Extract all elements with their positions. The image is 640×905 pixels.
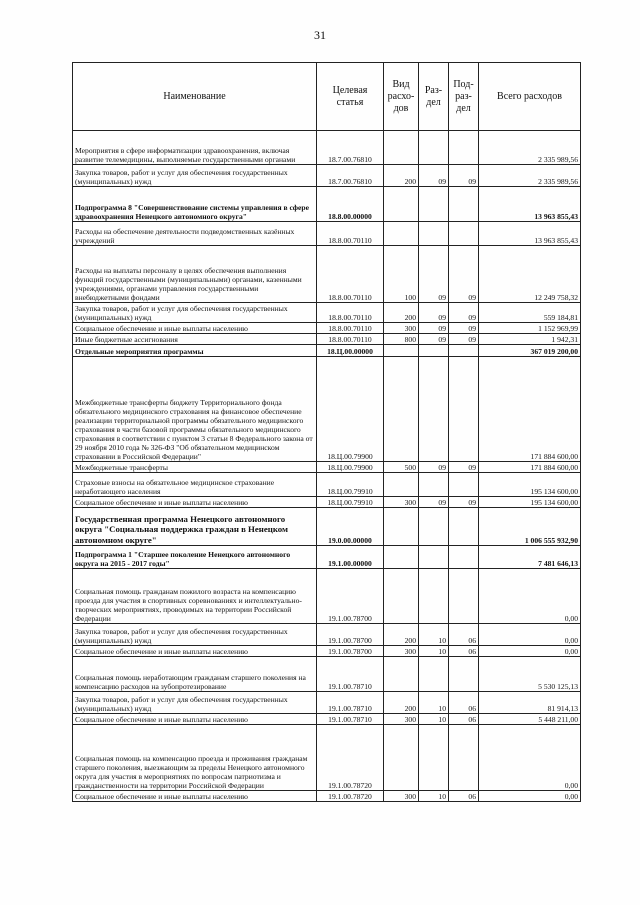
table-row	[73, 714, 581, 725]
table-row	[73, 692, 581, 714]
page-number: 31	[314, 28, 326, 42]
row-kind	[384, 657, 419, 692]
row-subsection: 06	[449, 646, 479, 657]
header-name: Наименование	[73, 63, 317, 131]
row-subsection: 06	[449, 692, 479, 714]
table-row	[73, 334, 581, 345]
row-name: Закупка товаров, работ и услуг для обеспечения государственных (муниципальных) нужд	[73, 692, 317, 714]
row-kind: 100	[384, 246, 419, 303]
row-subsection	[449, 546, 479, 569]
row-code: 18.Ц.00.79900	[317, 462, 384, 473]
table-row	[73, 473, 581, 497]
row-code: 18.7.00.76810	[317, 165, 384, 187]
row-kind	[384, 345, 419, 357]
row-kind	[384, 131, 419, 165]
row-subsection	[449, 187, 479, 222]
header-section: Раз-дел	[419, 63, 449, 131]
row-total: 7 481 646,13	[479, 546, 581, 569]
row-section	[419, 131, 449, 165]
row-total: 5 530 125,13	[479, 657, 581, 692]
row-subsection	[449, 725, 479, 791]
row-code: 18.8.00.70110	[317, 334, 384, 345]
table-row	[73, 569, 581, 624]
row-name: Социальное обеспечение и иные выплаты населению	[73, 497, 317, 508]
row-name: Социальная помощь гражданам пожилого возраста на компенсацию проезда для участия в спортивных соревнованиях и интеллектуально-творческих мероприятиях, проводимых на территории Российской Федерации	[73, 569, 317, 624]
row-name: Закупка товаров, работ и услуг для обеспечения государственных (муниципальных) нужд	[73, 303, 317, 323]
row-total: 2 335 989,56	[479, 131, 581, 165]
row-subsection	[449, 222, 479, 246]
row-section: 09	[419, 303, 449, 323]
row-subsection: 06	[449, 624, 479, 646]
row-total: 1 942,31	[479, 334, 581, 345]
row-code: 18.Ц.00.79910	[317, 497, 384, 508]
row-total: 1 152 969,99	[479, 323, 581, 334]
table-row	[73, 323, 581, 334]
row-kind	[384, 222, 419, 246]
table-row	[73, 791, 581, 802]
row-total: 195 134 600,00	[479, 497, 581, 508]
row-kind: 800	[384, 334, 419, 345]
row-subsection: 09	[449, 334, 479, 345]
row-subsection: 09	[449, 497, 479, 508]
row-name: Страховые взносы на обязательное медицинское страхование неработающего населения	[73, 473, 317, 497]
row-kind	[384, 508, 419, 546]
header-total: Всего расходов	[479, 63, 581, 131]
row-total: 0,00	[479, 569, 581, 624]
table-row	[73, 462, 581, 473]
row-section: 10	[419, 692, 449, 714]
table-row	[73, 657, 581, 692]
row-subsection	[449, 569, 479, 624]
row-name: Социальное обеспечение и иные выплаты населению	[73, 323, 317, 334]
row-kind: 300	[384, 497, 419, 508]
row-name: Закупка товаров, работ и услуг для обеспечения государственных (муниципальных) нужд	[73, 624, 317, 646]
table-row	[73, 624, 581, 646]
budget-table	[72, 62, 581, 802]
row-section: 09	[419, 497, 449, 508]
row-code: 19.0.00.00000	[317, 508, 384, 546]
row-total: 12 249 758,32	[479, 246, 581, 303]
header-target: Целевая статья	[317, 63, 384, 131]
row-total: 0,00	[479, 646, 581, 657]
table-row	[73, 246, 581, 303]
row-kind: 300	[384, 714, 419, 725]
row-subsection	[449, 473, 479, 497]
row-code: 19.1.00.78710	[317, 692, 384, 714]
row-total: 5 448 211,00	[479, 714, 581, 725]
row-subsection: 09	[449, 462, 479, 473]
row-kind: 500	[384, 462, 419, 473]
table-row	[73, 187, 581, 222]
row-code: 18.Ц.00.79910	[317, 473, 384, 497]
row-total: 0,00	[479, 725, 581, 791]
table-row	[73, 646, 581, 657]
row-name: Расходы на выплаты персоналу в целях обеспечения выполнения функций государственными (муниципальными) органами, казенными учреждениями, органами управления государственными внебюджетными фондами	[73, 246, 317, 303]
row-section: 09	[419, 323, 449, 334]
row-section	[419, 508, 449, 546]
row-code: 19.1.00.78700	[317, 624, 384, 646]
row-name: Социальная помощь неработающим гражданам старшего поколения на компенсацию расходов на зубопротезирование	[73, 657, 317, 692]
row-total: 195 134 600,00	[479, 473, 581, 497]
row-subsection: 06	[449, 714, 479, 725]
row-subsection: 09	[449, 165, 479, 187]
row-subsection: 06	[449, 791, 479, 802]
row-subsection	[449, 508, 479, 546]
row-total: 0,00	[479, 624, 581, 646]
row-kind	[384, 357, 419, 462]
row-subsection: 09	[449, 303, 479, 323]
row-kind: 200	[384, 692, 419, 714]
row-kind: 300	[384, 646, 419, 657]
row-total: 13 963 855,43	[479, 187, 581, 222]
row-section: 09	[419, 165, 449, 187]
row-section	[419, 569, 449, 624]
row-section: 09	[419, 462, 449, 473]
row-total: 2 335 989,56	[479, 165, 581, 187]
row-name: Межбюджетные трансферты бюджету Территориального фонда обязательного медицинского страхования на финансовое обеспечение реализации территориальной программы обязательного медицинского страхования в части базовой программы обязательного медицинского страхования в соответствии с пунктом 3 статьи 8 Федерального закона от 29 ноября 2010 года № 326-ФЗ "Об обязательном медицинском страховании в Российской Федерации"	[73, 357, 317, 462]
row-code: 18.8.00.70110	[317, 303, 384, 323]
row-subsection: 09	[449, 323, 479, 334]
row-name: Государственная программа Ненецкого автономного округа "Социальная поддержка граждан в Ненецком автономном округе"	[73, 508, 317, 546]
row-name: Расходы на обеспечение деятельности подведомственных казённых учреждений	[73, 222, 317, 246]
row-total: 13 963 855,43	[479, 222, 581, 246]
row-name: Социальное обеспечение и иные выплаты населению	[73, 646, 317, 657]
row-code: 18.8.00.70110	[317, 222, 384, 246]
row-subsection	[449, 131, 479, 165]
row-name: Межбюджетные трансферты	[73, 462, 317, 473]
header-row	[73, 63, 581, 131]
row-section: 09	[419, 334, 449, 345]
row-kind	[384, 569, 419, 624]
row-subsection	[449, 345, 479, 357]
row-code: 18.8.00.00000	[317, 187, 384, 222]
header-subsection: Под-раз-дел	[449, 63, 479, 131]
row-name: Мероприятия в сфере информатизации здравоохранения, включая развитие телемедицины, выполняемые государственными органами	[73, 131, 317, 165]
row-name: Иные бюджетные ассигнования	[73, 334, 317, 345]
row-name: Отдельные мероприятия программы	[73, 345, 317, 357]
row-total: 171 884 600,00	[479, 357, 581, 462]
row-kind	[384, 187, 419, 222]
row-kind	[384, 546, 419, 569]
row-code: 19.1.00.78720	[317, 791, 384, 802]
row-name: Закупка товаров, работ и услуг для обеспечения государственных (муниципальных) нужд	[73, 165, 317, 187]
row-kind: 200	[384, 303, 419, 323]
row-kind: 200	[384, 624, 419, 646]
row-total: 171 884 600,00	[479, 462, 581, 473]
row-section: 10	[419, 624, 449, 646]
row-name: Подпрограмма 8 "Совершенствование системы управления в сфере здравоохранения Ненецкого автономного округа"	[73, 187, 317, 222]
row-section	[419, 187, 449, 222]
row-section	[419, 546, 449, 569]
row-code: 19.1.00.78700	[317, 646, 384, 657]
table-row	[73, 725, 581, 791]
row-name: Подпрограмма 1 "Старшее поколение Ненецкого автономного округа на 2015 - 2017 годы"	[73, 546, 317, 569]
row-total: 81 914,13	[479, 692, 581, 714]
row-section: 10	[419, 791, 449, 802]
row-total: 0,00	[479, 791, 581, 802]
row-name: Социальное обеспечение и иные выплаты населению	[73, 714, 317, 725]
row-subsection	[449, 357, 479, 462]
row-subsection	[449, 657, 479, 692]
table-row	[73, 222, 581, 246]
row-section	[419, 725, 449, 791]
row-code: 19.1.00.78720	[317, 725, 384, 791]
row-kind: 300	[384, 791, 419, 802]
header-kind: Вид расхо-дов	[384, 63, 419, 131]
row-section	[419, 345, 449, 357]
row-kind: 300	[384, 323, 419, 334]
row-section: 10	[419, 714, 449, 725]
table-row	[73, 497, 581, 508]
row-section	[419, 222, 449, 246]
row-code: 19.1.00.78710	[317, 657, 384, 692]
row-name: Социальная помощь на компенсацию проезда и проживания гражданам старшего поколения, выезжающим за пределы Ненецкого автономного округа для участия в мероприятиях по вопросам патриотизма и гражданственности на территории Российской Федерации	[73, 725, 317, 791]
table-row	[73, 546, 581, 569]
row-code: 18.8.00.70110	[317, 246, 384, 303]
row-code: 18.Ц.00.79900	[317, 357, 384, 462]
table-row	[73, 508, 581, 546]
table-row	[73, 131, 581, 165]
row-kind	[384, 473, 419, 497]
table-row	[73, 345, 581, 357]
row-section: 10	[419, 646, 449, 657]
row-kind: 200	[384, 165, 419, 187]
row-section	[419, 657, 449, 692]
row-total: 559 184,81	[479, 303, 581, 323]
row-total: 1 006 555 932,90	[479, 508, 581, 546]
row-subsection: 09	[449, 246, 479, 303]
table-row	[73, 357, 581, 462]
row-total: 367 019 200,00	[479, 345, 581, 357]
row-section: 09	[419, 246, 449, 303]
row-kind	[384, 725, 419, 791]
row-section	[419, 473, 449, 497]
table-row	[73, 165, 581, 187]
row-section	[419, 357, 449, 462]
row-code: 18.Ц.00.00000	[317, 345, 384, 357]
row-name: Социальное обеспечение и иные выплаты населению	[73, 791, 317, 802]
row-code: 18.7.00.76810	[317, 131, 384, 165]
row-code: 19.1.00.00000	[317, 546, 384, 569]
row-code: 19.1.00.78700	[317, 569, 384, 624]
row-code: 19.1.00.78710	[317, 714, 384, 725]
row-code: 18.8.00.70110	[317, 323, 384, 334]
table-row	[73, 303, 581, 323]
